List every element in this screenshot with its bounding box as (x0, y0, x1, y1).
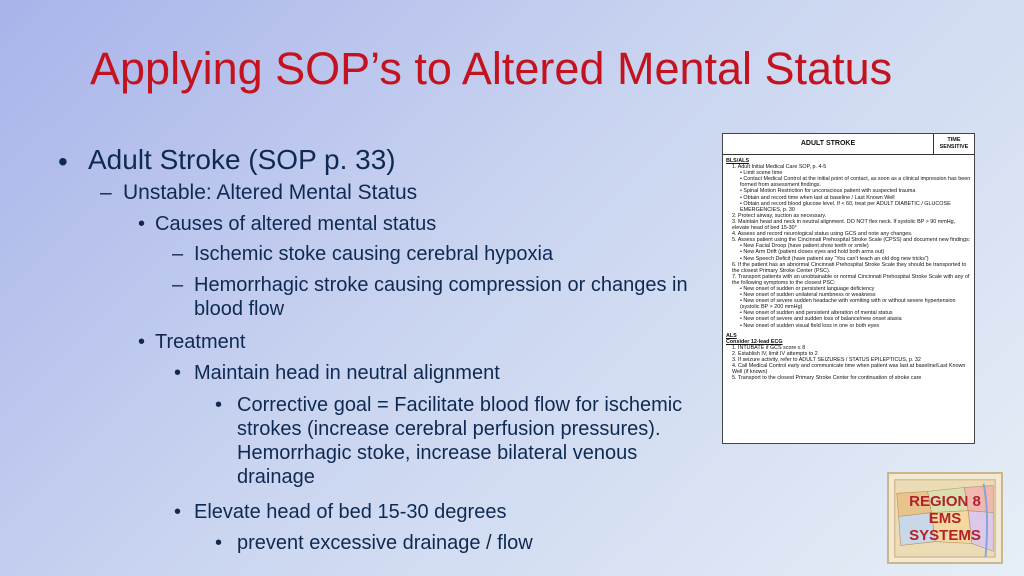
logo-line-2: EMS (928, 510, 962, 527)
sop-line: • Contact Medical Control at the initial point of contact, as soon as a clinical impression has been formed from assessment findings. (740, 176, 971, 189)
bullet-marker: • (58, 146, 68, 177)
bullet-marker: • (174, 362, 182, 384)
bullet-neutral: Maintain head in neutral alignment (194, 362, 500, 384)
sop-sub-ecg: Consider 12-lead ECG (726, 338, 783, 345)
sop-line: 1. Adult Initial Medical Care SOP, p. 4-5 (732, 164, 827, 171)
time-sensitive-tag: TIME SENSITIVE (939, 137, 969, 150)
sop-line: • New Arm Drift (patient closes eyes and hold both arms out) (740, 249, 885, 256)
sop-line: 2. Establish IV, limit IV attempts to 2 (732, 350, 818, 357)
bullet-marker: • (215, 394, 223, 416)
sop-line: • New Speech Deficit (have patient say “You can't teach an old dog new tricks”) (740, 255, 929, 262)
slide-title: Applying SOP’s to Altered Mental Status (90, 43, 893, 94)
sop-line: 5. Assess patient using the Cincinnati Prehospital Stroke Scale (CPSS) and document new findings: (732, 237, 971, 244)
sop-document-thumbnail (722, 133, 975, 444)
sop-section-als: ALS (726, 332, 737, 339)
bullet-marker: • (138, 331, 146, 353)
sop-line: 5. Transport to the closest Primary Stroke Center for continuation of stroke care (732, 375, 922, 382)
bullet-marker: • (138, 213, 146, 235)
logo-line-1: REGION 8 (909, 493, 981, 510)
bullet-causes: Causes of altered mental status (155, 213, 437, 235)
sop-line: 1. INTUBATE if GCS score ≤ 8 (732, 344, 806, 351)
bullet-marker: – (100, 181, 112, 204)
bullet-marker: • (215, 532, 223, 554)
sop-section-bls-als: BLS/ALS (726, 158, 750, 164)
bullet-treatment: Treatment (155, 331, 246, 353)
bullet-unstable: Unstable: Altered Mental Status (123, 181, 418, 204)
sop-line: 3. If seizure activity, refer to ADULT SEIZURES / STATUS EPILEPTICUS, p. 32 (732, 357, 921, 363)
sop-body (723, 155, 974, 384)
sop-line: • Limit scene time (740, 170, 783, 177)
bullet-marker: – (172, 243, 184, 265)
sop-line: 7. Transport patients with an unobtainable or normal Cincinnati Prehospital Stroke Scale with any of the following symptoms to the closest PSC: (732, 273, 970, 286)
sop-line: • New onset of sudden unilateral numbness or weakness (740, 292, 876, 299)
logo-line-3: SYSTEMS (909, 527, 981, 544)
sop-line: • Spinal Motion Restriction for unconscious patient with suspected trauma (740, 188, 916, 195)
sop-line: 6. If the patient has an abnormal Cincinnati Prehospital Stroke Scale they should be transported to the closest Primary Stroke Center (PSC). (732, 261, 967, 274)
sop-line: 4. Call Medical Control early and communicate time when patient was last at baseline/Last Known Well (if known) (732, 363, 966, 376)
sop-line: • Obtain and record blood glucose level. If < 60, treat per ADULT DIABETIC / GLUCOSE EMERGENCIES, p. 30 (740, 200, 951, 213)
bullet-hemorrhagic: Hemorrhagic stroke causing compression or changes in blood flow (194, 274, 688, 320)
sop-line: 2. Protect airway, suction as necessary. (732, 212, 827, 219)
region8-ems-logo (887, 472, 1003, 564)
sop-line: • New onset of sudden visual field loss in one or both eyes (740, 322, 880, 329)
sop-line: • New onset of severe sudden headache with vomiting with or without severe hypertension (systolic BP > 200 mmHg) (740, 298, 956, 311)
bullet-adult-stroke: Adult Stroke (SOP p. 33) (88, 144, 396, 175)
sop-line: 4. Assess and record neurological status using GCS and note any changes. (732, 231, 913, 238)
sop-line: • New Facial Droop (have patient show teeth or smile) (740, 243, 869, 250)
bullet-ischemic: Ischemic stoke causing cerebral hypoxia (194, 243, 554, 265)
sop-line: • New onset of sudden or persistent language deficiency (740, 285, 875, 292)
bullet-marker: – (172, 274, 184, 296)
sop-line: • New onset of sudden and persistent alteration of mental status (740, 310, 893, 317)
sop-line: • New onset of severe and sudden loss of balance/new onset ataxia (740, 316, 902, 323)
sop-header (723, 134, 974, 155)
sop-line: • Obtain and record time when last at baseline / Last Known Well (740, 194, 895, 201)
bullet-elevate: Elevate head of bed 15-30 degrees (194, 501, 507, 523)
sop-title: ADULT STROKE (723, 134, 934, 154)
sop-line: 3. Maintain head and neck in neutral alignment. DO NOT flex neck. If systolic BP > 90 mmHg, elevate head of bed 15-30° (732, 218, 956, 232)
bullet-corrective-goal: Corrective goal = Facilitate blood flow for ischemic strokes (increase cerebral perfusion pressures). Hemorrhagic stoke, increase bilateral venous drainage (237, 394, 683, 488)
bullet-prevent-drainage: prevent excessive drainage / flow (237, 532, 533, 554)
bullet-marker: • (174, 501, 182, 523)
